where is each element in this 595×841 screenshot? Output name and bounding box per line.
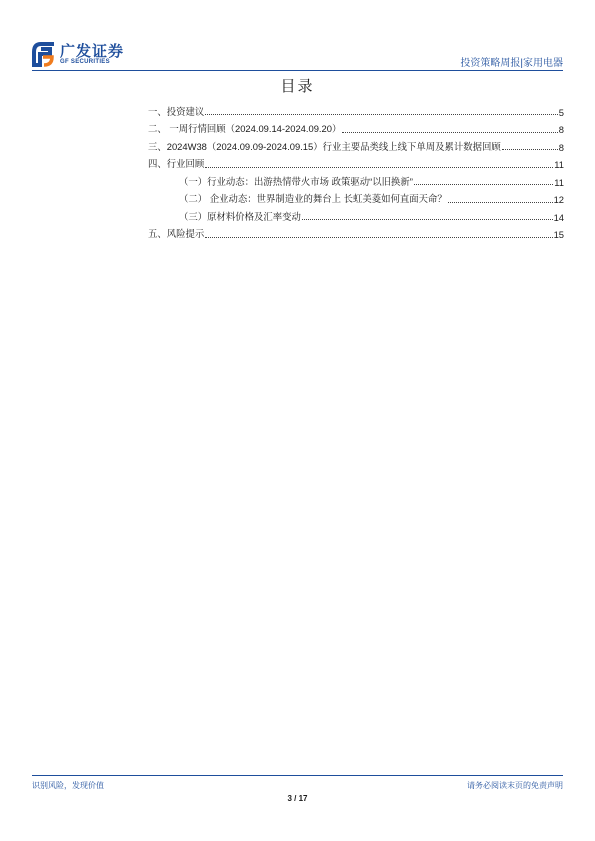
toc-entry-text: （二） 企业动态：世界制造业的舞台上 长虹美菱如何直面天命？ — [179, 193, 447, 204]
footer-disclaimer-note: 请务必阅读末页的免责声明 — [467, 781, 563, 790]
toc-entry-text: 五、风险提示 — [148, 228, 205, 239]
toc-entry-text: 二、 一周行情回顾（2024.09.14-2024.09.20） — [148, 123, 342, 134]
toc-entry-text: （三）原材料价格及汇率变动 — [179, 210, 301, 222]
table-of-contents — [148, 100, 564, 240]
toc-leader-dots — [302, 219, 553, 220]
toc-leader-dots — [342, 132, 557, 133]
toc-entry-category-data-review[interactable] — [148, 135, 564, 153]
toc-entry-page: 12 — [553, 194, 564, 205]
toc-entry-investment-advice[interactable] — [148, 100, 564, 118]
toc-leader-dots — [205, 167, 553, 168]
company-logo — [32, 40, 152, 70]
header-divider — [32, 70, 563, 71]
toc-entry-page: 5 — [558, 106, 564, 118]
toc-leader-dots — [448, 202, 553, 203]
page-number: 3 / 17 — [287, 794, 308, 803]
toc-entry-page: 8 — [558, 124, 564, 135]
toc-entry-text: 一、投资建议 — [148, 105, 205, 117]
toc-entry-company-dynamics[interactable] — [148, 188, 564, 206]
toc-entry-text: 三、2024W38（2024.09.09-2024.09.15）行业主要品类线上线下单周及累计数据回顾 — [148, 140, 501, 152]
toc-entry-raw-materials-fx[interactable] — [148, 205, 564, 223]
logo-english-name: GF SECURITIES — [60, 59, 110, 65]
toc-title: 目录 — [280, 78, 315, 95]
toc-entry-industry-dynamics[interactable] — [148, 170, 564, 188]
toc-entry-page: 11 — [554, 176, 564, 188]
logo-chinese-name: 广发证券 — [60, 43, 125, 60]
toc-entry-page: 8 — [558, 141, 564, 153]
report-type-label: 投资策略周报|家用电器 — [460, 58, 563, 69]
toc-entry-risk-warning[interactable] — [148, 223, 564, 241]
footer-slogan: 识别风险，发现价值 — [32, 781, 104, 790]
toc-entry-industry-review[interactable] — [148, 153, 564, 171]
page-header — [32, 40, 563, 70]
toc-leader-dots — [414, 184, 553, 185]
toc-entry-weekly-market-review[interactable] — [148, 118, 564, 136]
footer-divider — [32, 775, 563, 776]
toc-leader-dots — [502, 149, 558, 150]
toc-entry-page: 11 — [554, 159, 564, 170]
toc-leader-dots — [205, 114, 558, 115]
toc-leader-dots — [205, 237, 552, 238]
toc-entry-page: 14 — [553, 211, 564, 223]
gf-logo-icon — [32, 41, 56, 67]
toc-entry-text: 四、行业回顾 — [148, 158, 205, 169]
toc-entry-page: 15 — [553, 229, 564, 240]
toc-entry-text: （一）行业动态：出游热情带火市场 政策驱动“以旧换新” — [179, 175, 413, 187]
